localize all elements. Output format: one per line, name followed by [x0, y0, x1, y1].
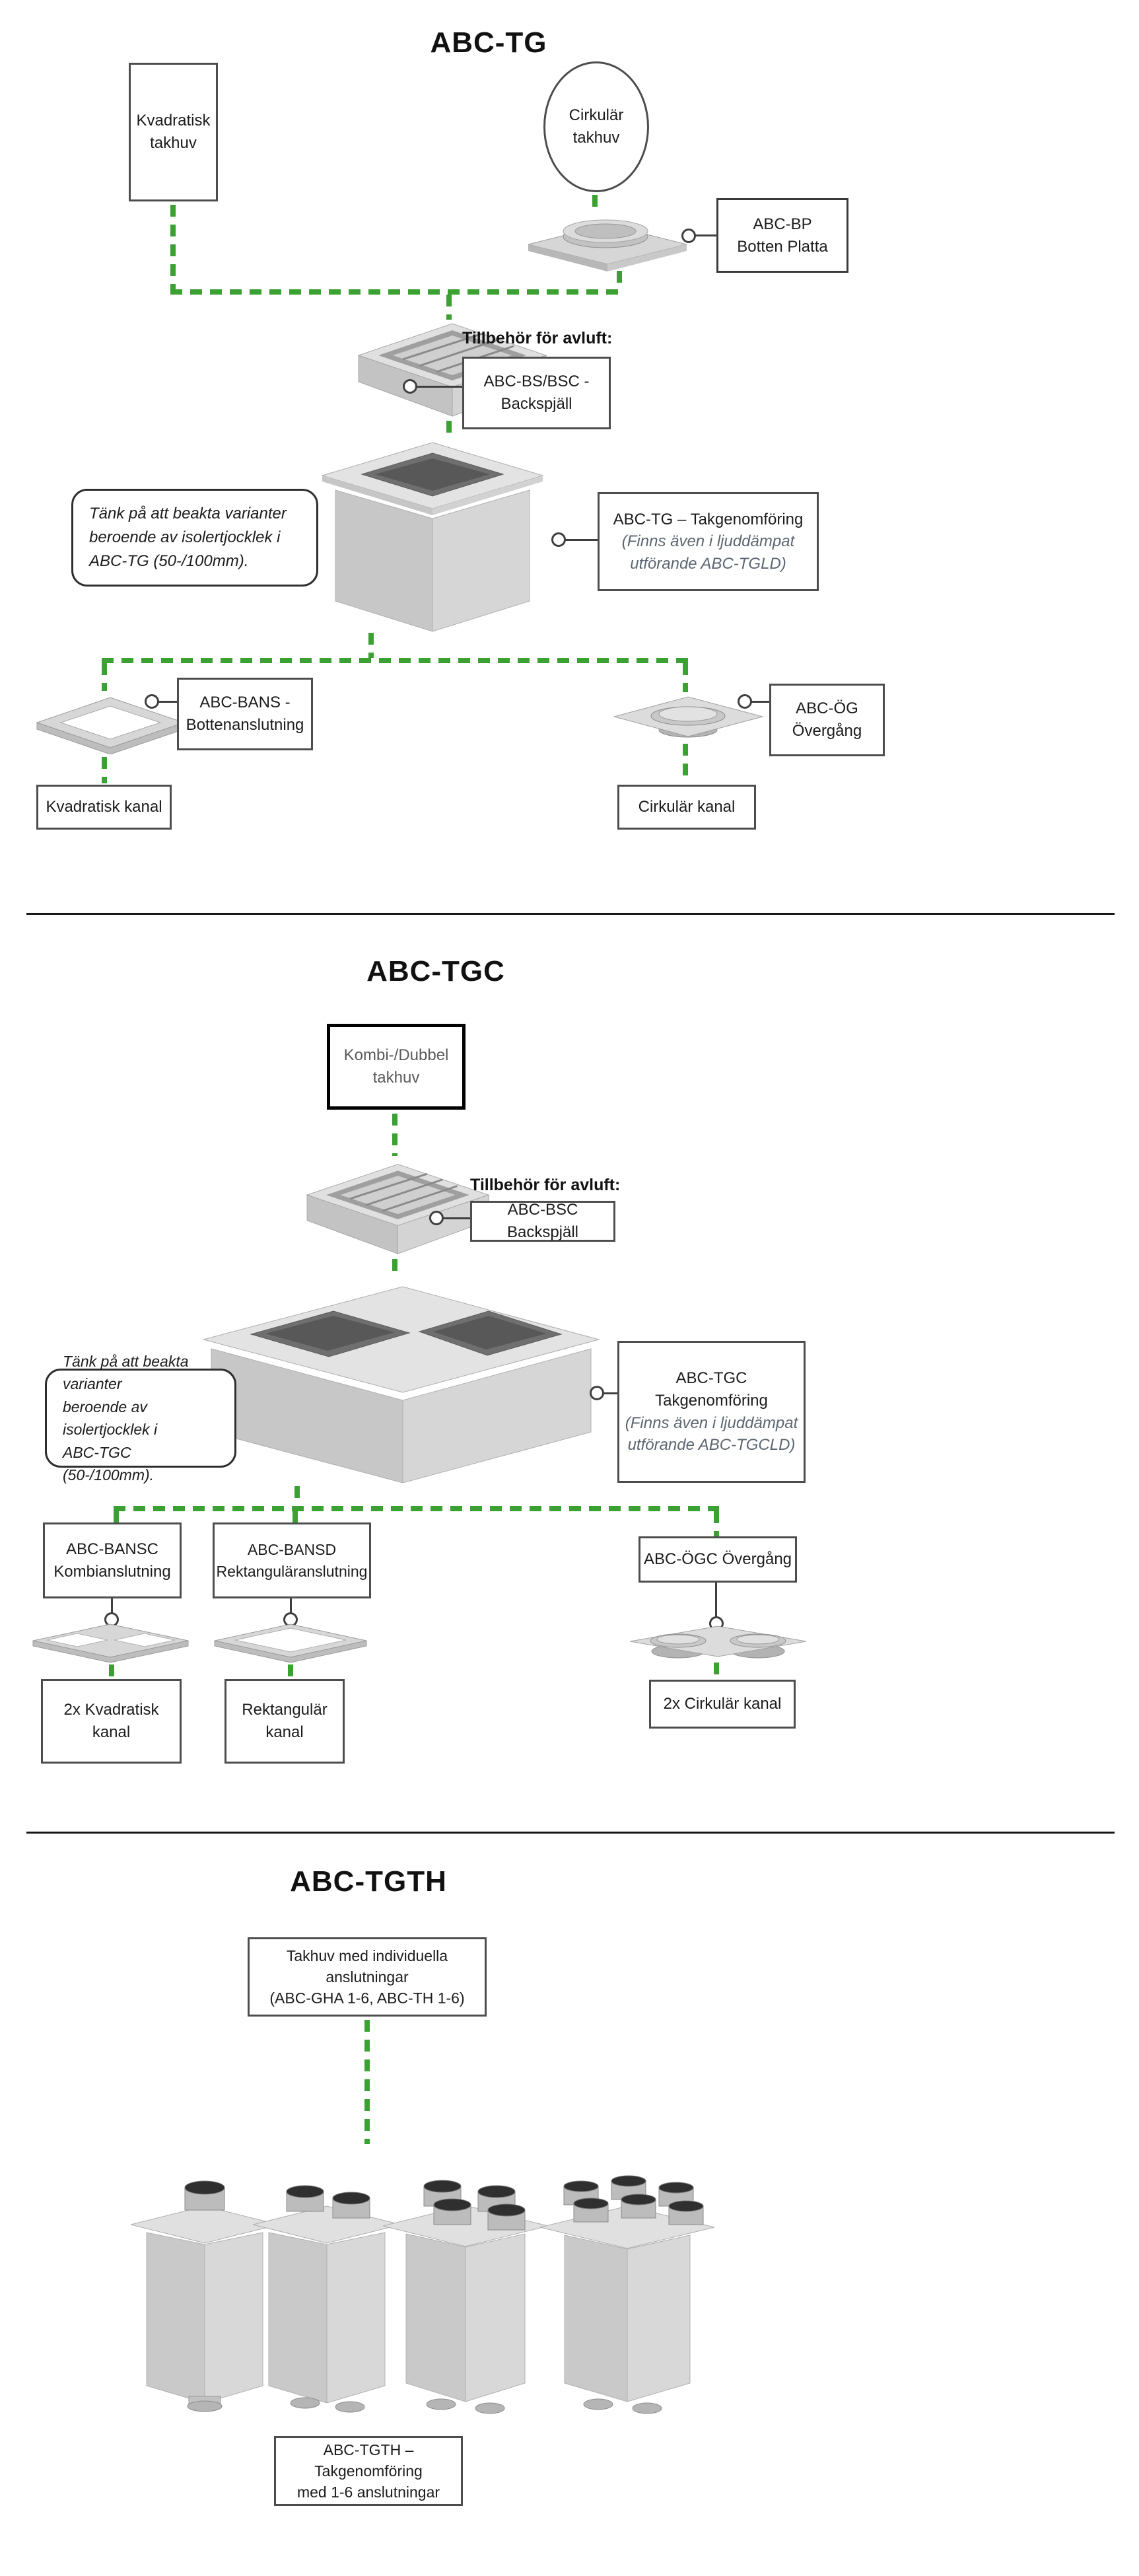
bans-frame-image	[33, 688, 188, 754]
flow-line	[714, 1663, 719, 1678]
label-line: ABC-ÖG	[796, 699, 858, 718]
section-title-abc-tg: ABC-TG	[430, 26, 547, 59]
label-line: Botten Platta	[737, 237, 828, 256]
callout-line	[692, 234, 718, 236]
label-line: Kvadratisk kanal	[46, 798, 162, 816]
label-line: Kombianslutning	[53, 1562, 171, 1581]
flow-line	[114, 1511, 119, 1523]
label-line: ABC-TGTH – Takgenomföring	[314, 2441, 423, 2480]
variant-note-tg	[71, 489, 318, 587]
flow-line	[170, 205, 176, 289]
section-divider	[26, 913, 1115, 915]
note-line: ABC-TG (50-/100mm).	[89, 552, 249, 570]
abc-og-box	[769, 684, 885, 756]
cirkular-takhuv-ellipse	[543, 61, 649, 192]
tgc-product-image	[191, 1275, 611, 1485]
note-line: ABC-TGC (50-/100mm).	[63, 1443, 155, 1484]
note-line: beroende av isolertjocklek i	[63, 1398, 158, 1438]
flow-line	[446, 295, 452, 320]
callout-circle-icon	[738, 694, 752, 709]
abc-bp-box	[716, 198, 848, 273]
label-line: ABC-BS/BSC -	[483, 373, 590, 391]
bp-plate-image	[525, 210, 690, 273]
label-line: takhuv	[572, 129, 620, 147]
abc-ogc-box	[639, 1536, 797, 1583]
label-line: Takhuv med individuella anslutningar	[286, 1947, 448, 1986]
abc-bansd-box	[213, 1522, 371, 1598]
tillbehor-avluft-label: Tillbehör för avluft:	[470, 1176, 621, 1194]
callout-circle-icon	[145, 694, 159, 709]
flow-line	[102, 663, 107, 691]
ogc-plate-image	[627, 1622, 809, 1661]
note-line: Tänk på att beakta varianter	[63, 1352, 189, 1392]
label-line: Cirkulär	[569, 106, 624, 125]
label-line: takhuv	[372, 1069, 420, 1087]
callout-line	[111, 1598, 113, 1613]
callout-circle-icon	[429, 1211, 444, 1225]
flow-line	[102, 757, 107, 783]
takhuv-individuella-box	[248, 1937, 487, 2017]
kombi-dubbel-takhuv-box	[327, 1024, 466, 1110]
section-divider	[26, 1832, 1115, 1834]
flow-line	[714, 1511, 719, 1536]
cirkular-kanal-2x-box	[649, 1680, 796, 1729]
flow-line	[102, 658, 689, 663]
flow-line	[109, 1664, 114, 1678]
label-line: ABC-ÖGC Övergång	[643, 1550, 792, 1569]
rektangular-kanal-box	[224, 1679, 345, 1764]
callout-line	[290, 1598, 292, 1613]
cirkular-kanal-box	[617, 785, 756, 830]
label-line: ABC-TGC	[675, 1369, 747, 1388]
flow-line	[293, 1511, 298, 1523]
label-line: 2x Kvadratisk	[63, 1701, 159, 1719]
label-line: Rektanguläranslutning	[216, 1562, 368, 1580]
abc-bans-box	[177, 678, 313, 750]
abc-tgc-takgenomforing-box	[617, 1341, 806, 1483]
label-line: ABC-BP	[753, 215, 812, 233]
kvadratisk-kanal-box	[36, 785, 172, 830]
label-line: Backspjäll	[500, 395, 572, 413]
section-title-abc-tgc: ABC-TGC	[366, 955, 505, 987]
variant-note-tgc	[45, 1352, 236, 1484]
tgth-towers-image	[92, 2140, 720, 2417]
kvadratisk-kanal-2x-box	[41, 1679, 182, 1764]
label-line: Takgenomföring	[655, 1391, 768, 1410]
label-line: ABC-TG – Takgenomföring	[613, 510, 804, 528]
bansc-frame-image	[30, 1620, 191, 1664]
flow-line	[683, 663, 688, 692]
flow-line	[114, 1506, 719, 1511]
kvadratisk-takhuv-box	[129, 63, 218, 201]
flow-line	[392, 1114, 397, 1156]
abc-tg-takgenomforing-box	[598, 492, 819, 591]
label-line: ABC-BANS -	[199, 694, 291, 712]
callout-line	[415, 386, 462, 388]
callout-circle-icon	[551, 532, 566, 547]
callout-circle-icon	[403, 379, 417, 394]
callout-circle-icon	[590, 1386, 604, 1400]
flow-line	[364, 2020, 370, 2144]
flow-line	[170, 289, 622, 295]
label-line: (Finns även i ljuddämpat	[621, 532, 795, 551]
label-line: Cirkulär kanal	[638, 798, 736, 816]
label-line: takhuv	[150, 134, 197, 152]
label-line: Kvadratisk	[136, 112, 211, 130]
label-line: ABC-BANSC	[65, 1540, 159, 1558]
label-line: ABC-BANSD	[247, 1541, 337, 1559]
flow-line	[617, 271, 622, 289]
abc-tgth-takgenomforing-box	[274, 2436, 463, 2506]
label-line: Bottenanslutning	[186, 716, 304, 734]
callout-circle-icon	[681, 229, 696, 243]
label-line: utförande ABC-TGCLD)	[627, 1436, 796, 1454]
tg-product-image	[304, 435, 561, 633]
section-title-abc-tgth: ABC-TGTH	[290, 1865, 447, 1898]
flow-line	[683, 744, 688, 782]
bansd-frame-image	[211, 1620, 370, 1664]
callout-line	[715, 1583, 717, 1617]
label-line: kanal	[92, 1723, 131, 1741]
label-line: ABC-BSC Backspjäll	[506, 1201, 579, 1241]
flow-line	[288, 1664, 293, 1678]
label-line: (Finns även i ljuddämpat	[625, 1413, 798, 1432]
note-line: Tänk på att beakta varianter	[89, 505, 287, 522]
label-line: Rektangulär	[242, 1701, 328, 1719]
flow-line	[368, 633, 374, 658]
flow-line	[294, 1486, 300, 1507]
label-line: Övergång	[792, 722, 862, 740]
abc-bsc-box	[470, 1201, 615, 1242]
callout-line	[563, 539, 598, 541]
tillbehor-avluft-label: Tillbehör för avluft:	[462, 329, 613, 347]
abc-bansc-box	[43, 1522, 182, 1598]
callout-line	[441, 1217, 470, 1219]
label-line: utförande ABC-TGLD)	[630, 554, 786, 573]
label-line: Kombi-/Dubbel	[343, 1046, 449, 1065]
label-line: med 1-6 anslutningar	[296, 2484, 440, 2501]
label-line: 2x Cirkulär kanal	[663, 1695, 782, 1713]
bsc-tray-image	[300, 1158, 495, 1257]
label-line: kanal	[265, 1723, 304, 1741]
label-line: (ABC-GHA 1-6, ABC-TH 1-6)	[269, 1989, 465, 2007]
note-line: beroende av isolertjocklek i	[89, 528, 281, 546]
abc-bs-bsc-box	[462, 357, 611, 429]
